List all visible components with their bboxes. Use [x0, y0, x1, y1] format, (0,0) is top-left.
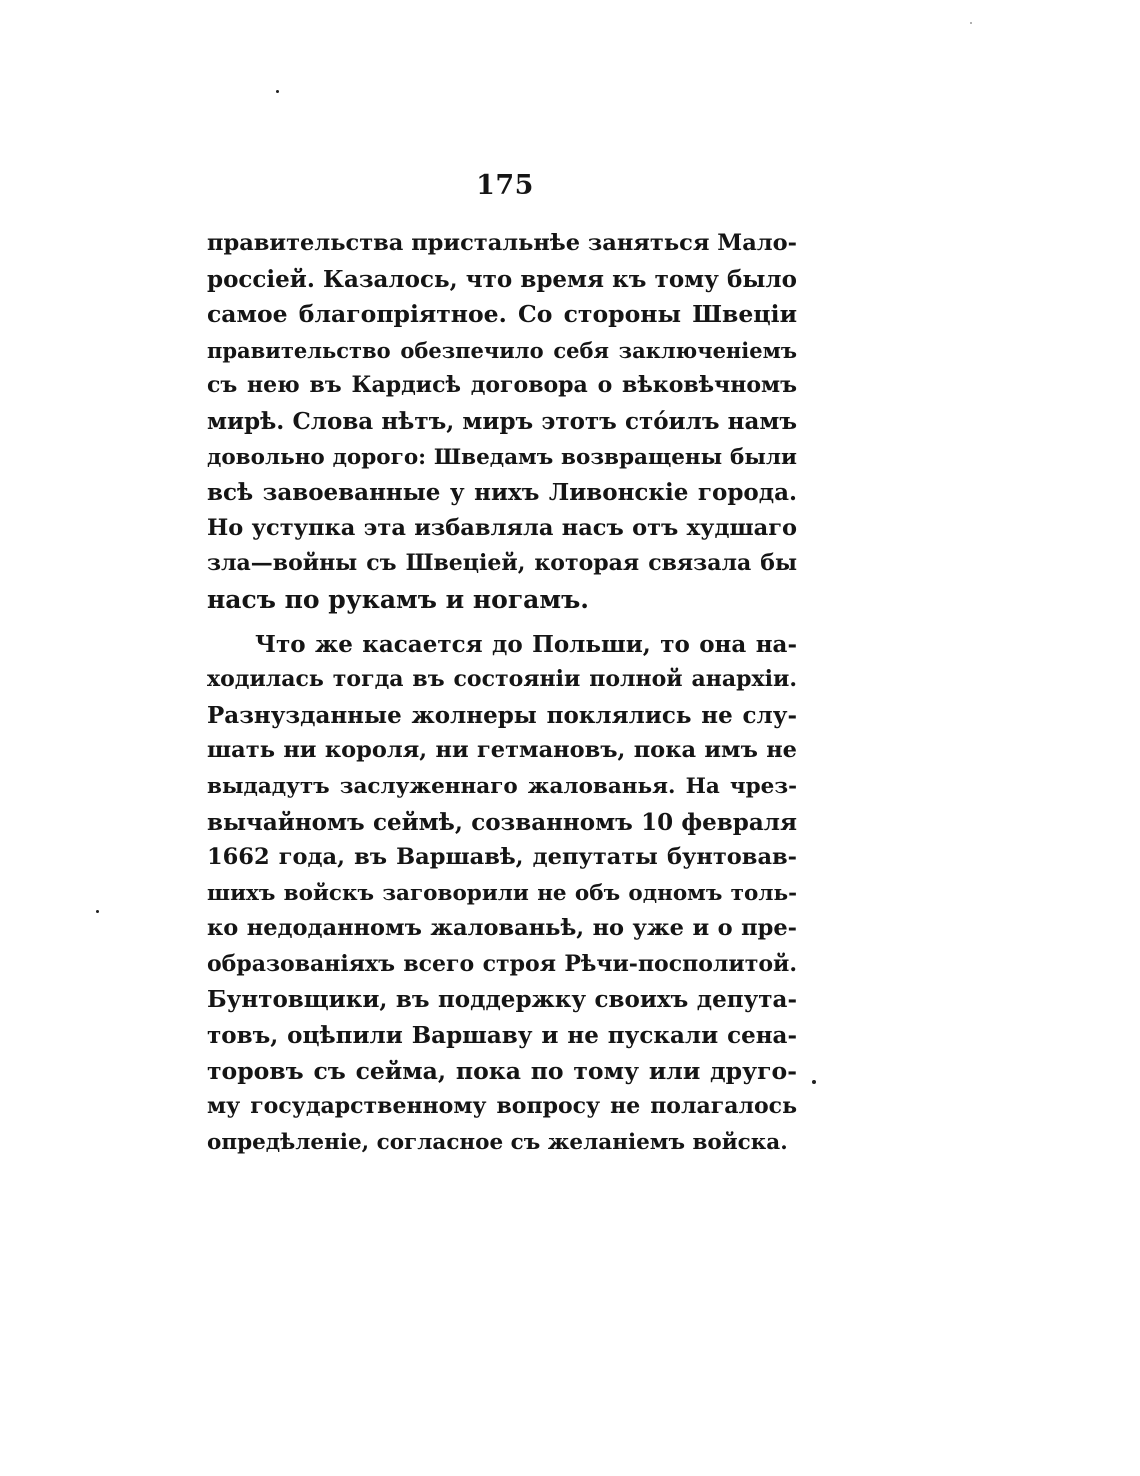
text-line: шихъ войскъ заговорили не объ одномъ толь-: [207, 880, 797, 906]
text-line: довольно дорого: Шведамъ возвращены были: [207, 444, 797, 470]
text-line: опредѣленіе, согласное съ желаніемъ войска.: [207, 1129, 788, 1155]
text-line: зла—войны съ Швеціей, которая связала бы: [207, 550, 797, 577]
text-line: всѣ завоеванные у нихъ Ливонскіе города.: [207, 479, 797, 507]
text-line: му государственному вопросу не полагалось: [207, 1093, 797, 1120]
text-line: самое благопріятное. Со стороны Швеціи: [207, 300, 797, 329]
text-line: насъ по рукамъ и ногамъ.: [207, 584, 589, 614]
print-speck: [812, 1080, 816, 1084]
text-line: Но уступка эта избавляла насъ отъ худшаго: [207, 514, 797, 541]
paragraph-1: [207, 226, 797, 618]
text-line: ходилась тогда въ состояніи полной анархіи.: [207, 666, 797, 693]
text-line: образованіяхъ всего строя Рѣчи-посполитой.: [207, 950, 797, 977]
page-number: 175: [476, 170, 534, 201]
text-line: правительства пристальнѣе заняться Мало-: [207, 230, 797, 256]
paragraph-gap: [207, 618, 797, 627]
text-line: торовъ съ сейма, пока по тому или друго-: [207, 1056, 797, 1085]
text-line: шать ни короля, ни гетмановъ, пока имъ не: [207, 737, 797, 764]
text-line: 1662 года, въ Варшавѣ, депутаты бунтовав-: [207, 844, 797, 871]
text-line: выдадутъ заслуженнаго жалованья. На чрез-: [207, 773, 797, 799]
body-text: [207, 226, 797, 1160]
text-line: съ нею въ Кардисѣ договора о вѣковѣчномъ: [207, 372, 797, 399]
text-line: мирѣ. Слова нѣтъ, миръ этотъ стóилъ намъ: [207, 407, 797, 435]
text-line: товъ, оцѣпили Варшаву и не пускали сена-: [207, 1022, 797, 1050]
print-speck: [970, 22, 972, 24]
text-line: Разнузданные жолнеры поклялись не слу-: [207, 701, 797, 729]
text-line: вычайномъ сеймѣ, созванномъ 10 февраля: [207, 808, 797, 836]
text-line: правительство обезпечило себя заключеніемъ: [207, 337, 797, 363]
paragraph-2: [207, 627, 797, 1161]
text-line: ко недоданномъ жалованьѣ, но уже и о пре-: [207, 915, 797, 942]
text-line: россіей. Казалось, что время къ тому было: [207, 265, 797, 293]
text-line: Бунтовщики, въ поддержку своихъ депута-: [207, 986, 797, 1014]
print-speck: [96, 910, 99, 913]
print-speck: [276, 90, 279, 93]
text-line: Что же касается до Польши, то она на-: [255, 630, 797, 658]
